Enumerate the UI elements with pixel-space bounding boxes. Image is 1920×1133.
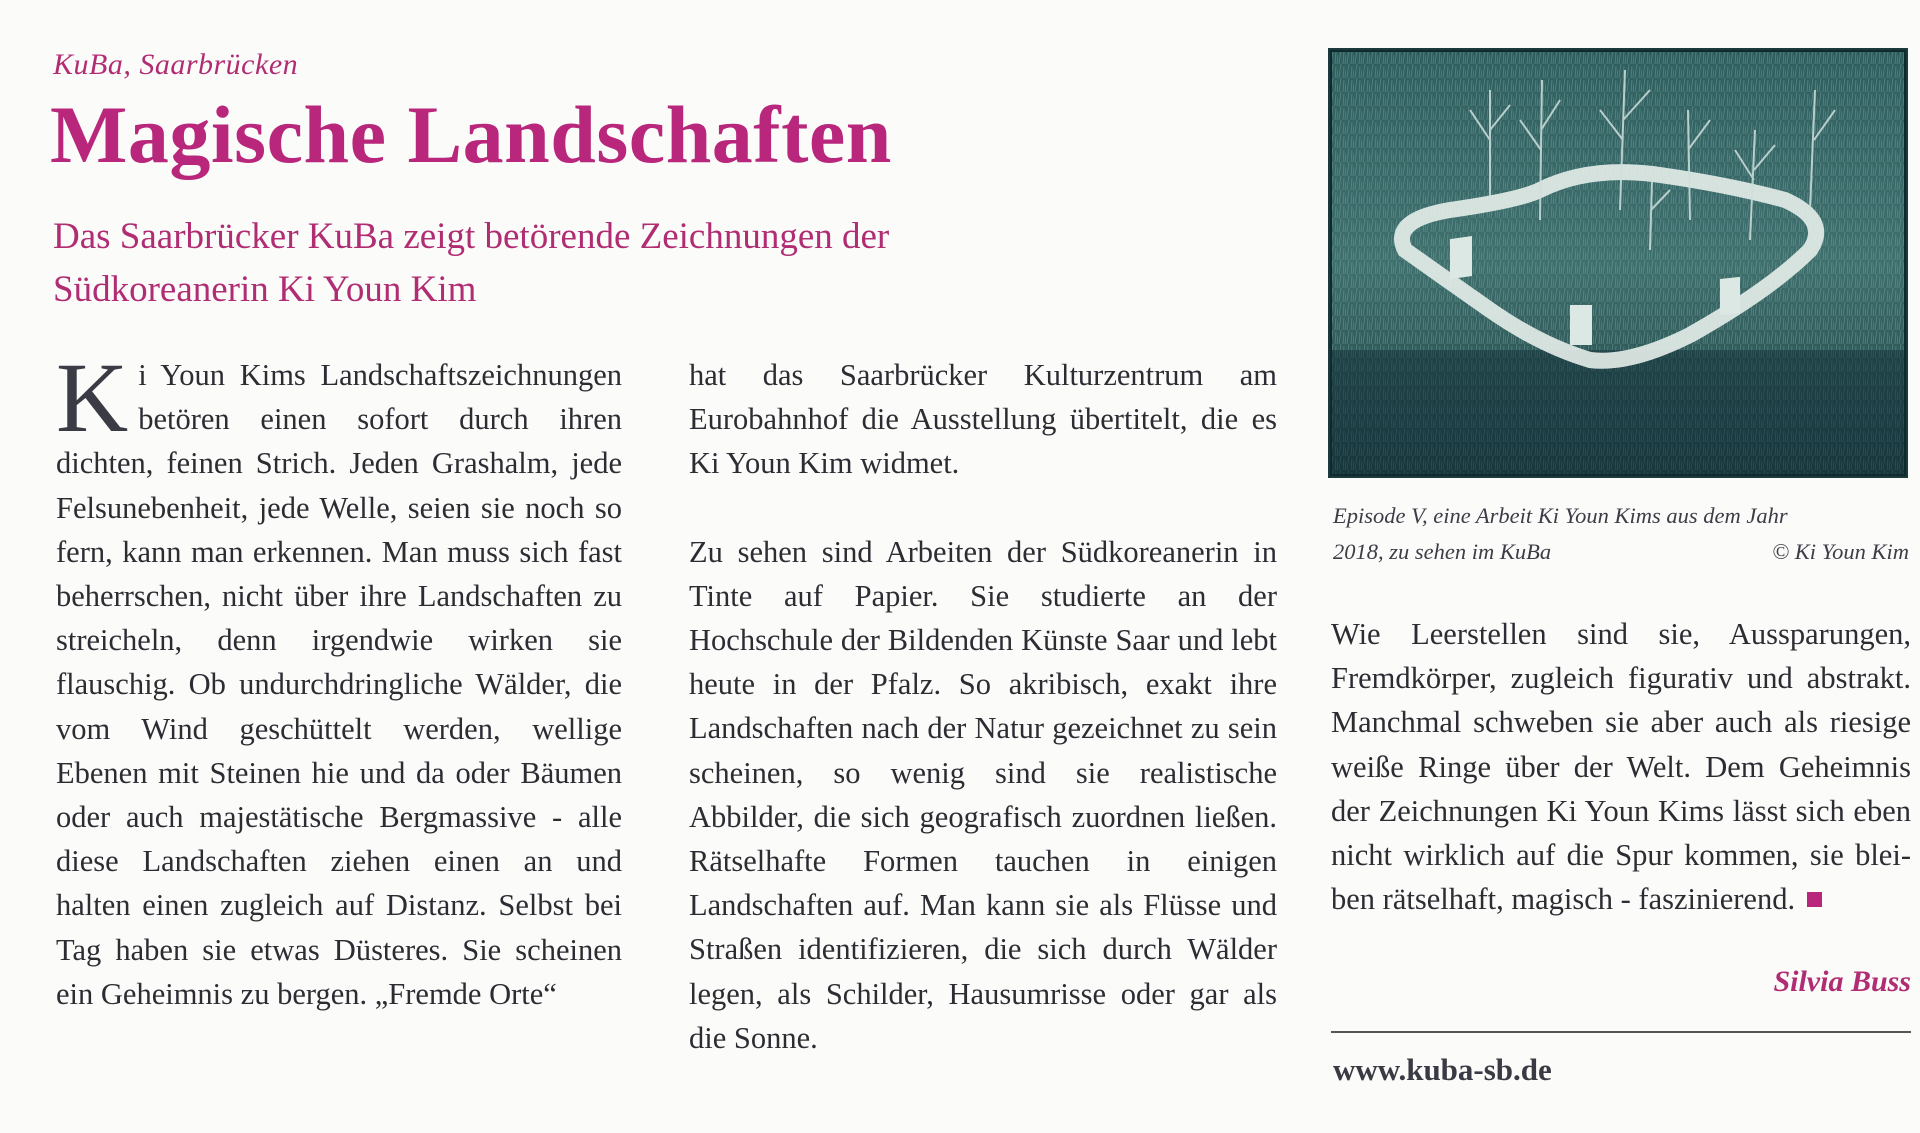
website-link[interactable]: www.kuba-sb.de bbox=[1333, 1052, 1552, 1087]
article-headline: Magische Landschaften bbox=[50, 89, 892, 180]
article-column-3 bbox=[1331, 612, 1911, 921]
article-paragraph-2: hat das Saarbrücker Kulturzentrum am Eurobahnhof die Ausstellung übertitelt, die es Ki Youn Kim widmet. bbox=[689, 358, 1277, 481]
caption-line-2 bbox=[1333, 534, 1909, 570]
article-paragraph-4 bbox=[1331, 612, 1911, 921]
author-name: Silvia Buss bbox=[1773, 965, 1911, 998]
article-column-1 bbox=[56, 342, 622, 1016]
caption-venue: 2018, zu sehen im KuBa bbox=[1333, 539, 1552, 564]
artwork-image bbox=[1328, 48, 1908, 478]
section-kicker: KuBa, Saarbrücken bbox=[53, 48, 299, 81]
caption-copyright: © Ki Youn Kim bbox=[1772, 539, 1909, 564]
paragraph-text: i Youn Kims Landschaftszeichnungen betören einen sofort durch ihren dichten, feinen Strich. Jeden Grashalm, jede Felsunebenheit, jede Welle, seien sie noch so fern, kann man erkennen. Man muss sich fast beherrschen, nicht über ihre Landschaften zu streicheln, denn irgendwie wirken sie flauschig. Ob undurchdringliche Wälder, die vom Wind geschüttelt werden, wellige Ebenen mit Steinen hie und da oder Bäumen oder auch majestätische Bergmassive - alle diese Landschaften ziehen einen an und halten einen zugleich auf Distanz. Selbst bei Tag haben sie etwas Düsteres. Sie scheinen ein Geheimnis zu bergen. „Fremde Orte“ bbox=[56, 358, 622, 1011]
divider bbox=[1331, 1031, 1911, 1033]
paragraph-text: Wie Leerstellen sind sie, Aussparungen, Fremdkörper, zugleich figurativ und abstrakt. Manchmal schweben sie aber auch als riesige weiße Ringe über der Welt. Dem Geheimnis der Zeichnungen Ki Youn Kims lässt sich eben nicht wirklich auf die Spur kommen, sie bleiben rätselhaft, magisch - faszinierend. bbox=[1331, 617, 1911, 917]
article-paragraph-1 bbox=[56, 342, 622, 1016]
article-column-2 bbox=[689, 353, 1277, 1060]
drop-cap: K bbox=[56, 342, 129, 453]
caption-line-1: Episode V, eine Arbeit Ki Youn Kims aus dem Jahr bbox=[1333, 503, 1788, 528]
article-subheadline: Das Saarbrücker KuBa zeigt betörende Zeichnungen der Südkoreanerin Ki Youn Kim bbox=[53, 216, 890, 310]
artwork-caption bbox=[1333, 498, 1909, 570]
end-mark-icon bbox=[1807, 892, 1822, 907]
article-paragraph-3: Zu sehen sind Arbeiten der Südkoreanerin in Tinte auf Papier. Sie studierte an der Hochschule der Bildenden Künste Saar und lebt heute in der Pfalz. So akribisch, exakt ihre Landschaften nach der Natur gezeichnet zu sein scheinen, so wenig sind sie realistische Abbilder, die sich geografisch zuordnen ließen. Rätselhafte Formen tauchen in einigen Landschaften auf. Man kann sie als Flüsse und Straßen identifizieren, die sich durch Wälder legen, als Schilder, Hausumrisse oder gar als die Sonne. bbox=[689, 534, 1277, 1055]
